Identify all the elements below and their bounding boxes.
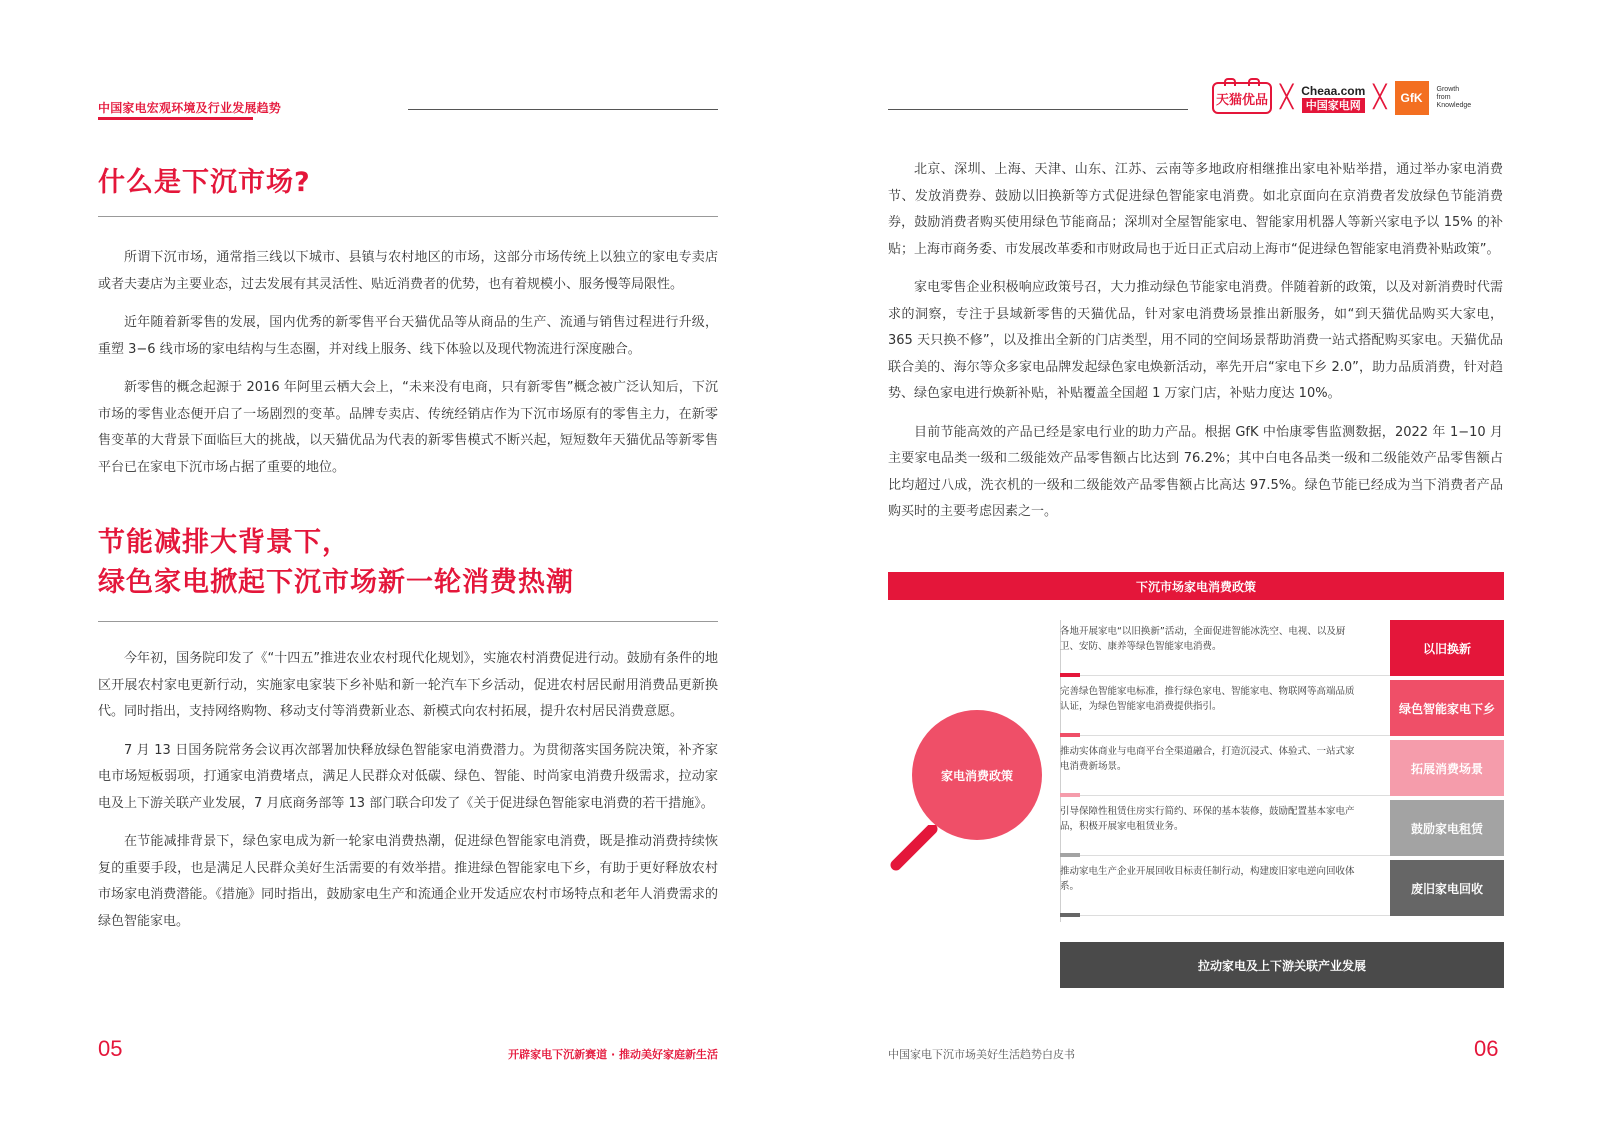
- policy-row-tick: [1060, 673, 1080, 677]
- policy-row-line: [1060, 735, 1390, 736]
- policy-label: 以旧换新: [1390, 620, 1504, 676]
- magnifier-handle-icon: [888, 825, 938, 871]
- policy-row-line: [1060, 795, 1390, 796]
- tmall-logo: 天猫优品: [1212, 82, 1272, 114]
- title-divider: [98, 621, 718, 622]
- policy-label: 绿色智能家电下乡: [1390, 680, 1504, 736]
- gfk-tagline-line: Knowledge: [1436, 102, 1472, 109]
- policy-label: 拓展消费场景: [1390, 740, 1504, 796]
- section-title-sinking-market: 什么是下沉市场?: [98, 167, 311, 198]
- paragraph: 近年随着新零售的发展，国内优秀的新零售平台天猫优品等从商品的生产、流通与销售过程进行升级，重塑 3−6 线市场的家电结构与生态圈，并对线上服务、线下体验以及现代物流进行深度融合。: [98, 315, 718, 357]
- body-text-block: [98, 245, 718, 493]
- gfk-logo: GfK: [1395, 81, 1429, 115]
- section-title-green-appliances: [98, 523, 574, 603]
- policy-row: [1060, 800, 1504, 856]
- footer-slogan: 开辟家电下沉新赛道 · 推动美好家庭新生活: [508, 1048, 718, 1061]
- policy-description: 各地开展家电“以旧换新”活动，全面促进智能冰洗空、电视、以及厨卫、安防、康养等绿色智能家电消费。: [1060, 626, 1346, 652]
- policy-description: 推动家电生产企业开展回收目标责任制行动，构建废旧家电逆向回收体系。: [1060, 866, 1355, 892]
- gfk-tagline-line: from: [1436, 94, 1451, 101]
- paragraph: 目前节能高效的产品已经是家电行业的助力产品。根据 GfK 中怡康零售监测数据，2022 年 1−10 月主要家电品类一级和二级能效产品零售额占比达到 76.2%；其中白电各品类一级和二级能效产品零售额占比均超过八成，洗衣机的一级和二级能效产品零售额占比高达 97.5%。绿色节能已经成为当下消费者产品购买时的主要考虑因素之一。: [888, 424, 1503, 519]
- partner-logos: [1212, 80, 1512, 116]
- body-text-block: [888, 157, 1503, 538]
- page-number-left: 05: [98, 1036, 123, 1061]
- policy-row: [1060, 620, 1504, 676]
- body-text-block: [98, 646, 718, 947]
- policy-row: [1060, 680, 1504, 736]
- cheaa-logo-bottom: 中国家电网: [1302, 98, 1365, 113]
- paragraph: 在节能减排背景下，绿色家电成为新一轮家电消费热潮，促进绿色智能家电消费，既是推动消费持续恢复的重要手段，也是满足人民群众美好生活需要的有效举措。推进绿色智能家电下乡，有助于更好释放农村市场家电消费潜能。《措施》同时指出，鼓励家电生产和流通企业开发适应农村市场特点和老年人消费需求的绿色智能家电。: [98, 834, 718, 929]
- section-label: 中国家电宏观环境及行业发展趋势: [98, 101, 282, 115]
- policy-row-tick: [1060, 793, 1080, 797]
- logo-separator-icon: ╳: [1280, 85, 1294, 110]
- paragraph: 北京、深圳、上海、天津、山东、江苏、云南等多地政府相继推出家电补贴举措，通过举办家电消费节、发放消费券、鼓励以旧换新等方式促进绿色智能家电消费。如北京面向在京消费者发放绿色节能消费券，鼓励消费者购买使用绿色节能商品；深圳对全屋智能家电、智能家用机器人等新兴家电予以 15% 的补贴；上海市商务委、市发展改革委和市财政局也于近日正式启动上海市“促进绿色智能家电消费补贴政策”。: [888, 162, 1503, 257]
- policy-label: 鼓励家电租赁: [1390, 800, 1504, 856]
- footer-title: 中国家电下沉市场美好生活趋势白皮书: [888, 1048, 1075, 1061]
- logo-separator-icon: ╳: [1373, 85, 1387, 110]
- policy-row-tick: [1060, 913, 1080, 917]
- policy-diagram-title: 下沉市场家电消费政策: [888, 572, 1504, 600]
- title-divider: [98, 216, 718, 217]
- cheaa-logo: [1301, 84, 1365, 113]
- policy-row-tick: [1060, 733, 1080, 737]
- policy-label: 废旧家电回收: [1390, 860, 1504, 916]
- gfk-tagline: [1437, 86, 1472, 110]
- policy-row-line: [1060, 855, 1390, 856]
- page-number-right: 06: [1474, 1036, 1499, 1061]
- paragraph: 7 月 13 日国务院常务会议再次部署加快释放绿色智能家电消费潜力。为贯彻落实国务院决策，补齐家电市场短板弱项，打通家电消费堵点，满足人民群众对低碳、绿色、智能、时尚家电消费升级需求，拉动家电及上下游关联产业发展，7 月底商务部等 13 部门联合印发了《关于促进绿色智能家电消费的若干措施》。: [98, 742, 718, 811]
- policy-magnifier-circle: 家电消费政策: [912, 710, 1042, 840]
- policy-description: 推动实体商业与电商平台全渠道融合，打造沉浸式、体验式、一站式家电消费新场景。: [1060, 746, 1355, 772]
- gfk-tagline-line: Growth: [1436, 86, 1460, 93]
- title-line: 节能减排大背景下，: [98, 527, 350, 558]
- policy-row-line: [1060, 915, 1390, 916]
- policy-diagram-footer: 拉动家电及上下游关联产业发展: [1060, 942, 1504, 988]
- policy-row-tick: [1060, 853, 1080, 857]
- paragraph: 家电零售企业积极响应政策号召，大力推动绿色节能家电消费。伴随着新的政策，以及对新消费时代需求的洞察，专注于县域新零售的天猫优品，针对家电消费场景推出新服务，如“到天猫优品购买大家电，365 天只换不修”，以及推出全新的门店类型，用不同的空间场景帮助消费一站式搭配购买家电。天猫优品联合美的、海尔等众多家电品牌发起绿色家电焕新活动，率先开启“家电下乡 2.0”，助力品质消费，针对趋势、绿色家电进行焕新补贴，补贴覆盖全国超 1 万家门店，补贴力度达 10%。: [888, 280, 1503, 401]
- paragraph: 今年初，国务院印发了《“十四五”推进农业农村现代化规划》，实施农村消费促进行动。鼓励有条件的地区开展农村家电更新行动，实施家电家装下乡补贴和新一轮汽车下乡活动，促进农村居民耐用消费品更新换代。同时指出，支持网络购物、移动支付等消费新业态、新模式向农村拓展，提升农村居民消费意愿。: [98, 651, 718, 719]
- policy-row-line: [1060, 675, 1390, 676]
- header-rule-left: [408, 109, 718, 110]
- section-label-underline: [98, 117, 253, 120]
- paragraph: 所谓下沉市场，通常指三线以下城市、县镇与农村地区的市场，这部分市场传统上以独立的家电专卖店或者夫妻店为主要业态，过去发展有其灵活性、贴近消费者的优势，也有着规模小、服务慢等局限性。: [98, 250, 718, 292]
- cheaa-logo-top: Cheaa.com: [1301, 83, 1366, 98]
- policy-description: 引导保障性租赁住房实行简约、环保的基本装修，鼓励配置基本家电产品，积极开展家电租赁业务。: [1060, 806, 1355, 832]
- title-line: 绿色家电掀起下沉市场新一轮消费热潮: [98, 567, 574, 598]
- policy-row: [1060, 740, 1504, 796]
- policy-row: [1060, 860, 1504, 916]
- header-rule-right: [888, 109, 1188, 110]
- policy-description: 完善绿色智能家电标准，推行绿色家电、智能家电、物联网等高端品质认证，为绿色智能家电消费提供指引。: [1060, 686, 1355, 712]
- paragraph: 新零售的概念起源于 2016 年阿里云栖大会上，“未来没有电商，只有新零售”概念被广泛认知后，下沉市场的零售业态便开启了一场剧烈的变革。品牌专卖店、传统经销店作为下沉市场原有的零售主力，在新零售变革的大背景下面临巨大的挑战，以天猫优品为代表的新零售模式不断兴起，短短数年天猫优品等新零售平台已在家电下沉市场占据了重要的地位。: [98, 380, 718, 475]
